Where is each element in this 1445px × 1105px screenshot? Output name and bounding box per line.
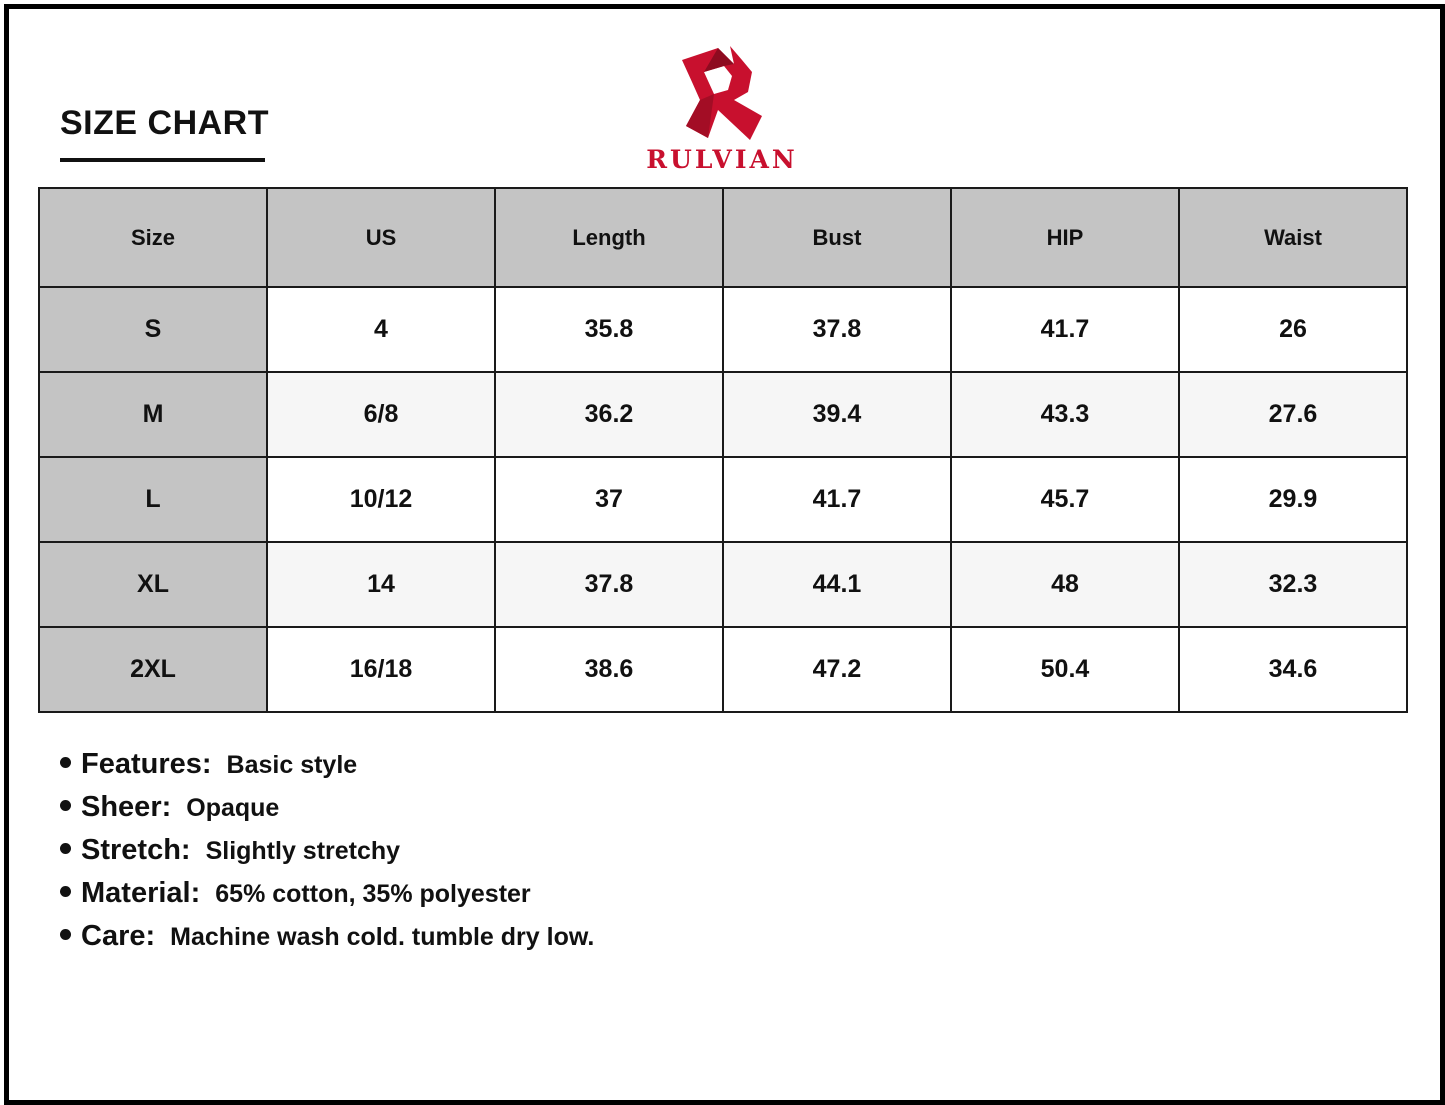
us-cell: 14 bbox=[267, 542, 495, 627]
hip-cell: 41.7 bbox=[951, 287, 1179, 372]
us-cell: 4 bbox=[267, 287, 495, 372]
stretch-label: Stretch: bbox=[81, 834, 191, 866]
size-cell: L bbox=[39, 457, 267, 542]
hip-cell: 45.7 bbox=[951, 457, 1179, 542]
bullet-icon bbox=[60, 800, 71, 811]
care-label: Care: bbox=[81, 920, 156, 952]
brand-logo bbox=[632, 40, 812, 180]
sheer-value: Opaque bbox=[186, 794, 280, 822]
size-cell: S bbox=[39, 287, 267, 372]
column-header-length: Length bbox=[495, 188, 723, 287]
bust-cell: 47.2 bbox=[723, 627, 951, 712]
list-item bbox=[60, 791, 594, 834]
brand-name: RULVIAN bbox=[646, 145, 798, 174]
waist-cell: 32.3 bbox=[1179, 542, 1407, 627]
hip-cell: 50.4 bbox=[951, 627, 1179, 712]
material-label: Material: bbox=[81, 877, 201, 909]
size-cell: 2XL bbox=[39, 627, 267, 712]
feature-value: Basic style bbox=[226, 751, 358, 779]
us-cell: 6/8 bbox=[267, 372, 495, 457]
list-item bbox=[60, 748, 594, 791]
length-cell: 38.6 bbox=[495, 627, 723, 712]
size-table bbox=[38, 187, 1408, 713]
sheer-label: Sheer: bbox=[81, 791, 172, 823]
table-row bbox=[39, 287, 1407, 372]
bust-cell: 39.4 bbox=[723, 372, 951, 457]
bullet-icon bbox=[60, 929, 71, 940]
table-header-row bbox=[39, 188, 1407, 287]
page-title: SIZE CHART bbox=[60, 104, 269, 142]
length-cell: 36.2 bbox=[495, 372, 723, 457]
column-header-size: Size bbox=[39, 188, 267, 287]
list-item bbox=[60, 834, 594, 877]
table-row bbox=[39, 372, 1407, 457]
column-header-hip: HIP bbox=[951, 188, 1179, 287]
column-header-waist: Waist bbox=[1179, 188, 1407, 287]
bust-cell: 37.8 bbox=[723, 287, 951, 372]
us-cell: 16/18 bbox=[267, 627, 495, 712]
us-cell: 10/12 bbox=[267, 457, 495, 542]
feature-label: Features: bbox=[81, 748, 212, 780]
waist-cell: 34.6 bbox=[1179, 627, 1407, 712]
list-item bbox=[60, 920, 594, 963]
hip-cell: 43.3 bbox=[951, 372, 1179, 457]
care-value: Machine wash cold. tumble dry low. bbox=[170, 923, 595, 951]
brand-r-logo-icon bbox=[678, 42, 770, 144]
length-cell: 37 bbox=[495, 457, 723, 542]
size-cell: M bbox=[39, 372, 267, 457]
waist-cell: 29.9 bbox=[1179, 457, 1407, 542]
size-cell: XL bbox=[39, 542, 267, 627]
hip-cell: 48 bbox=[951, 542, 1179, 627]
material-value: 65% cotton, 35% polyester bbox=[215, 880, 531, 908]
column-header-us: US bbox=[267, 188, 495, 287]
bullet-icon bbox=[60, 843, 71, 854]
stretch-value: Slightly stretchy bbox=[205, 837, 401, 865]
table-row bbox=[39, 542, 1407, 627]
bullet-icon bbox=[60, 757, 71, 768]
bullet-icon bbox=[60, 886, 71, 897]
waist-cell: 26 bbox=[1179, 287, 1407, 372]
bust-cell: 44.1 bbox=[723, 542, 951, 627]
table-row bbox=[39, 457, 1407, 542]
table-row bbox=[39, 627, 1407, 712]
title-underline bbox=[60, 158, 265, 162]
features-list bbox=[60, 748, 594, 963]
column-header-bust: Bust bbox=[723, 188, 951, 287]
list-item bbox=[60, 877, 594, 920]
length-cell: 35.8 bbox=[495, 287, 723, 372]
length-cell: 37.8 bbox=[495, 542, 723, 627]
bust-cell: 41.7 bbox=[723, 457, 951, 542]
waist-cell: 27.6 bbox=[1179, 372, 1407, 457]
